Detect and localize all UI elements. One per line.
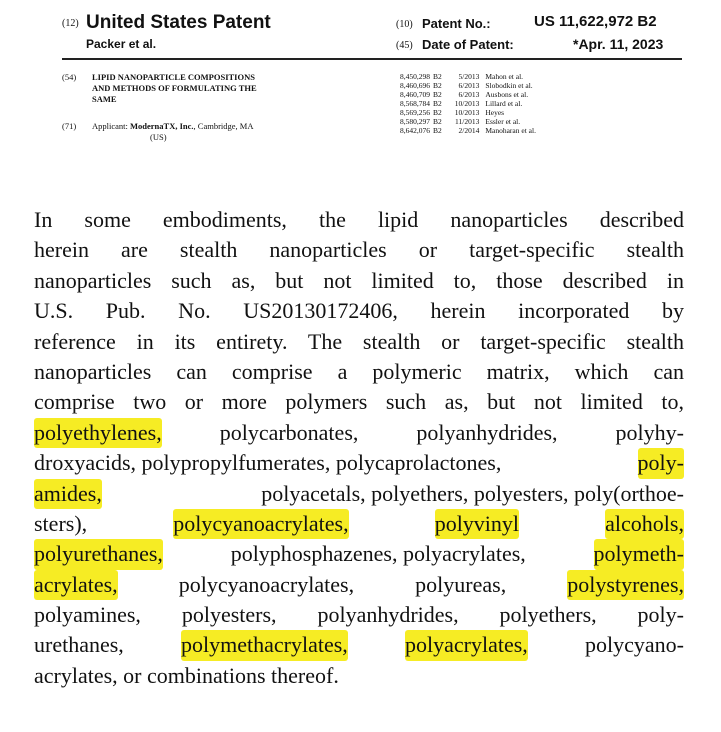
reference-row xyxy=(400,126,539,135)
applicant xyxy=(92,121,254,132)
patent-type-title: United States Patent xyxy=(86,12,271,33)
reference-name: Mahon et al. xyxy=(485,72,524,81)
reference-kind: B2 xyxy=(433,81,442,90)
text-line xyxy=(34,235,684,265)
highlighted-term: polycyanoacrylates, xyxy=(173,509,348,539)
text-line xyxy=(34,509,684,539)
applicant-location: , Cambridge, MA xyxy=(193,121,254,131)
text-segment: polyacetals, polyethers, polyesters, poly(orthoe- xyxy=(261,480,684,506)
highlighted-term: polyurethanes, xyxy=(34,539,163,569)
header-rule xyxy=(62,58,682,60)
text-segment: acrylates, or combinations thereof. xyxy=(34,662,339,688)
text-segment: comprise two or more polymers such as, but not limited to, xyxy=(34,389,684,415)
reference-no: 8,580,297 xyxy=(400,117,430,126)
reference-row xyxy=(400,90,539,99)
text-line xyxy=(34,661,684,691)
references-table xyxy=(400,72,539,135)
highlighted-term: polymeth- xyxy=(594,539,684,569)
patent-no-label: Patent No.: xyxy=(422,16,491,31)
reference-date: 6/2013 xyxy=(458,90,480,99)
reference-name: Essler et al. xyxy=(485,117,521,126)
inventors: Packer et al. xyxy=(86,37,157,51)
reference-date: 10/2013 xyxy=(454,108,480,117)
text-line xyxy=(34,630,684,660)
text-line xyxy=(34,296,684,326)
invention-title-line-3: SAME xyxy=(92,94,117,104)
patent-number: US 11,622,972 B2 xyxy=(534,13,657,30)
reference-name: Heyes xyxy=(485,108,505,117)
text-line xyxy=(34,418,684,448)
text-line xyxy=(34,327,684,357)
text-segment: nanoparticles such as, but not limited to, those described in xyxy=(34,267,684,293)
patent-date: *Apr. 11, 2023 xyxy=(573,36,664,52)
text-segment: U.S. Pub. No. US20130172406, herein incorporated by xyxy=(34,298,684,324)
text-segment: polycyanoacrylates, xyxy=(178,571,355,597)
field-code-71: (71) xyxy=(62,121,77,131)
invention-title-line-1: LIPID NANOPARTICLE COMPOSITIONS xyxy=(92,72,255,82)
applicant-name: ModernaTX, Inc. xyxy=(130,121,194,131)
reference-kind: B2 xyxy=(433,90,442,99)
body-paragraph xyxy=(34,205,684,691)
highlighted-term: polymethacrylates, xyxy=(181,630,348,660)
reference-name: Manoharan et al. xyxy=(485,126,536,135)
highlighted-term: polystyrenes, xyxy=(567,570,684,600)
reference-kind: B2 xyxy=(433,108,442,117)
text-line xyxy=(34,387,684,417)
applicant-label: Applicant: xyxy=(92,121,128,131)
date-label: Date of Patent: xyxy=(422,37,514,52)
text-line xyxy=(34,479,684,509)
reference-row xyxy=(400,72,539,81)
text-segment: droxyacids, polypropylfumerates, polycaprolactones, xyxy=(34,450,502,476)
highlighted-term: poly- xyxy=(638,448,684,478)
text-line xyxy=(34,205,684,235)
reference-date: 10/2013 xyxy=(454,99,480,108)
text-segment: herein are stealth nanoparticles or target-specific stealth xyxy=(34,237,684,263)
reference-kind: B2 xyxy=(433,126,442,135)
text-segment: polyamines, polyesters, polyanhydrides, polyethers, poly- xyxy=(34,602,684,628)
text-segment: polyureas, xyxy=(415,571,507,597)
highlighted-term: acrylates, xyxy=(34,570,118,600)
reference-no: 8,460,696 xyxy=(400,81,430,90)
reference-no: 8,568,784 xyxy=(400,99,430,108)
reference-kind: B2 xyxy=(433,117,442,126)
text-segment: polyphosphazenes, polyacrylates, xyxy=(230,541,526,567)
text-segment: polycyano- xyxy=(585,632,684,658)
highlighted-term: polyethylenes, xyxy=(34,418,162,448)
reference-date: 5/2013 xyxy=(458,72,480,81)
text-segment: polyhy- xyxy=(615,419,684,445)
field-code-54: (54) xyxy=(62,72,77,82)
text-line xyxy=(34,266,684,296)
text-segment: sters), xyxy=(34,510,88,536)
reference-name: Lillard et al. xyxy=(485,99,523,108)
reference-name: Slobodkin et al. xyxy=(485,81,533,90)
text-segment: polycarbonates, xyxy=(219,419,359,445)
invention-title-line-2: AND METHODS OF FORMULATING THE xyxy=(92,83,257,93)
highlighted-term: alcohols, xyxy=(605,509,684,539)
text-line xyxy=(34,570,684,600)
highlighted-term: amides, xyxy=(34,479,102,509)
reference-no: 8,642,076 xyxy=(400,126,430,135)
text-segment: urethanes, xyxy=(34,632,124,658)
reference-row xyxy=(400,81,539,90)
cited-references xyxy=(400,72,539,135)
reference-no: 8,569,256 xyxy=(400,108,430,117)
text-line xyxy=(34,357,684,387)
text-line xyxy=(34,448,684,478)
text-segment: In some embodiments, the lipid nanoparticles described xyxy=(34,207,684,232)
text-segment: reference in its entirety. The stealth or target-specific stealth xyxy=(34,328,684,354)
field-code-12: (12) xyxy=(62,18,79,29)
field-code-45: (45) xyxy=(396,40,413,51)
reference-name: Ausbons et al. xyxy=(485,90,529,99)
text-line xyxy=(34,600,684,630)
applicant-country: (US) xyxy=(150,132,167,142)
reference-date: 11/2013 xyxy=(455,117,480,126)
text-segment: polyanhydrides, xyxy=(416,419,558,445)
text-segment: nanoparticles can comprise a polymeric matrix, which can xyxy=(34,358,684,384)
reference-date: 2/2014 xyxy=(458,126,480,135)
reference-date: 6/2013 xyxy=(458,81,480,90)
reference-row xyxy=(400,108,539,117)
text-line xyxy=(34,539,684,569)
highlighted-term: polyvinyl xyxy=(435,509,519,539)
reference-row xyxy=(400,117,539,126)
field-code-10: (10) xyxy=(396,19,413,30)
reference-kind: B2 xyxy=(433,99,442,108)
reference-kind: B2 xyxy=(433,72,442,81)
reference-row xyxy=(400,99,539,108)
reference-no: 8,460,709 xyxy=(400,90,430,99)
highlighted-term: polyacrylates, xyxy=(405,630,528,660)
reference-no: 8,450,298 xyxy=(400,72,430,81)
